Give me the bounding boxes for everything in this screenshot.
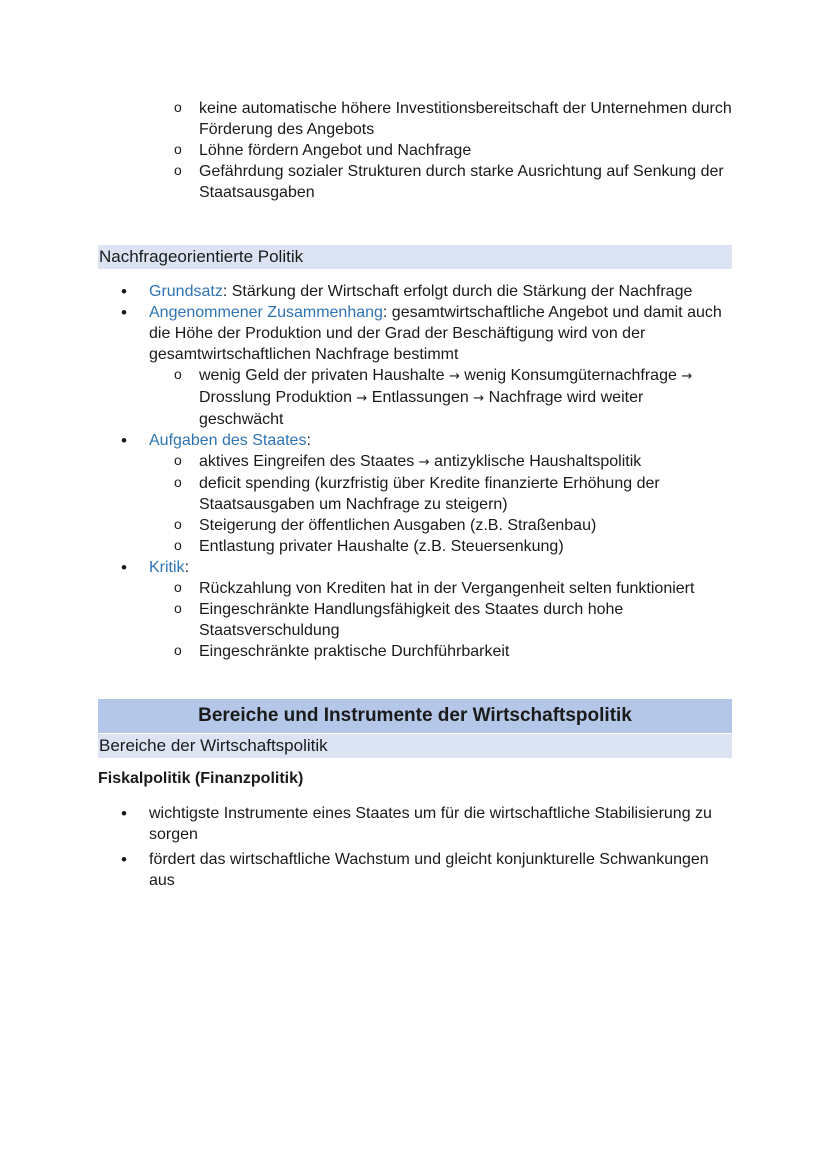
list-item: o deficit spending (kurzfristig über Kredite finanzierte Erhöhung der Staatsausgaben um Nachfrage zu steigern) [149, 473, 732, 515]
fiskal-list [98, 803, 732, 891]
list-item [149, 451, 732, 473]
term-label: Angenommener Zusammenhang [149, 304, 383, 321]
list-item-zusammenhang [98, 302, 732, 430]
sub-heading: Bereiche der Wirtschaftspolitik [98, 734, 732, 758]
list-item: o Eingeschränkte Handlungsfähigkeit des Staates durch hohe Staatsverschuldung [149, 599, 732, 641]
list-item: • fördert das wirtschaftliche Wachstum und gleicht konjunkturelle Schwankungen aus [98, 849, 732, 891]
zusammenhang-sublist [149, 365, 732, 430]
top-sublist [98, 98, 732, 203]
list-item: o keine automatische höhere Investitionsbereitschaft der Unternehmen durch Förderung des Angebots [98, 98, 732, 140]
list-item: o Löhne fördern Angebot und Nachfrage [98, 140, 732, 161]
arrow-right-icon: → [448, 369, 460, 384]
list-item: o Steigerung der öffentlichen Ausgaben (z.B. Straßenbau) [149, 515, 732, 536]
kritik-sublist [149, 578, 732, 662]
list-item: o Rückzahlung von Krediten hat in der Vergangenheit selten funktioniert [149, 578, 732, 599]
chain-step: wenig Konsumgüternachfrage [464, 367, 677, 384]
chain-step: wenig Geld der privaten Haushalte [199, 367, 445, 384]
arrow-right-icon: → [681, 369, 693, 384]
chain-step: Drosslung Produktion [199, 389, 352, 406]
arrow-right-icon: → [356, 391, 368, 406]
list-item-aufgaben [98, 430, 732, 557]
list-item: • wichtigste Instrumente eines Staates um für die wirtschaftliche Stabilisierung zu sorgen [98, 803, 732, 845]
nachfrage-list [98, 281, 732, 662]
arrow-right-icon: → [473, 391, 485, 406]
term-colon: : [184, 559, 190, 576]
list-item: o Eingeschränkte praktische Durchführbarkeit [149, 641, 732, 662]
arrow-right-icon: → [418, 455, 430, 470]
section-heading: Nachfrageorientierte Politik [98, 245, 732, 269]
chain-step: Entlassungen [371, 389, 469, 406]
term-label: Kritik [149, 559, 185, 576]
list-item-grundsatz [98, 281, 732, 302]
list-item-kritik [98, 557, 732, 662]
main-heading: Bereiche und Instrumente der Wirtschaftspolitik [98, 699, 732, 733]
list-item: o Gefährdung sozialer Strukturen durch starke Ausrichtung auf Senkung der Staatsausgaben [98, 161, 732, 203]
list-text: antizyklische Haushaltspolitik [434, 453, 642, 470]
list-text: aktives Eingreifen des Staates [199, 453, 415, 470]
term-colon: : [306, 432, 311, 449]
term-label: Grundsatz [149, 283, 223, 300]
section-nachfrage [98, 245, 732, 662]
term-text: : gesamtwirtschaftliche Angebot und damit auch die Höhe der Produktion und der Grad der Beschäftigung wird von der gesamtwirtschaftlichen Nachfrage bestimmt [149, 304, 722, 363]
aufgaben-sublist [149, 451, 732, 557]
list-item [149, 365, 732, 430]
fiskal-heading: Fiskalpolitik (Finanzpolitik) [98, 770, 304, 787]
term-text: : Stärkung der Wirtschaft erfolgt durch die Stärkung der Nachfrage [222, 283, 693, 300]
list-item: o Entlastung privater Haushalte (z.B. Steuersenkung) [149, 536, 732, 557]
chain-step: Nachfrage wird weiter geschwächt [199, 389, 644, 428]
top-continuation [98, 98, 732, 203]
section-bereiche [98, 699, 732, 891]
term-label: Aufgaben des Staates [149, 432, 307, 449]
